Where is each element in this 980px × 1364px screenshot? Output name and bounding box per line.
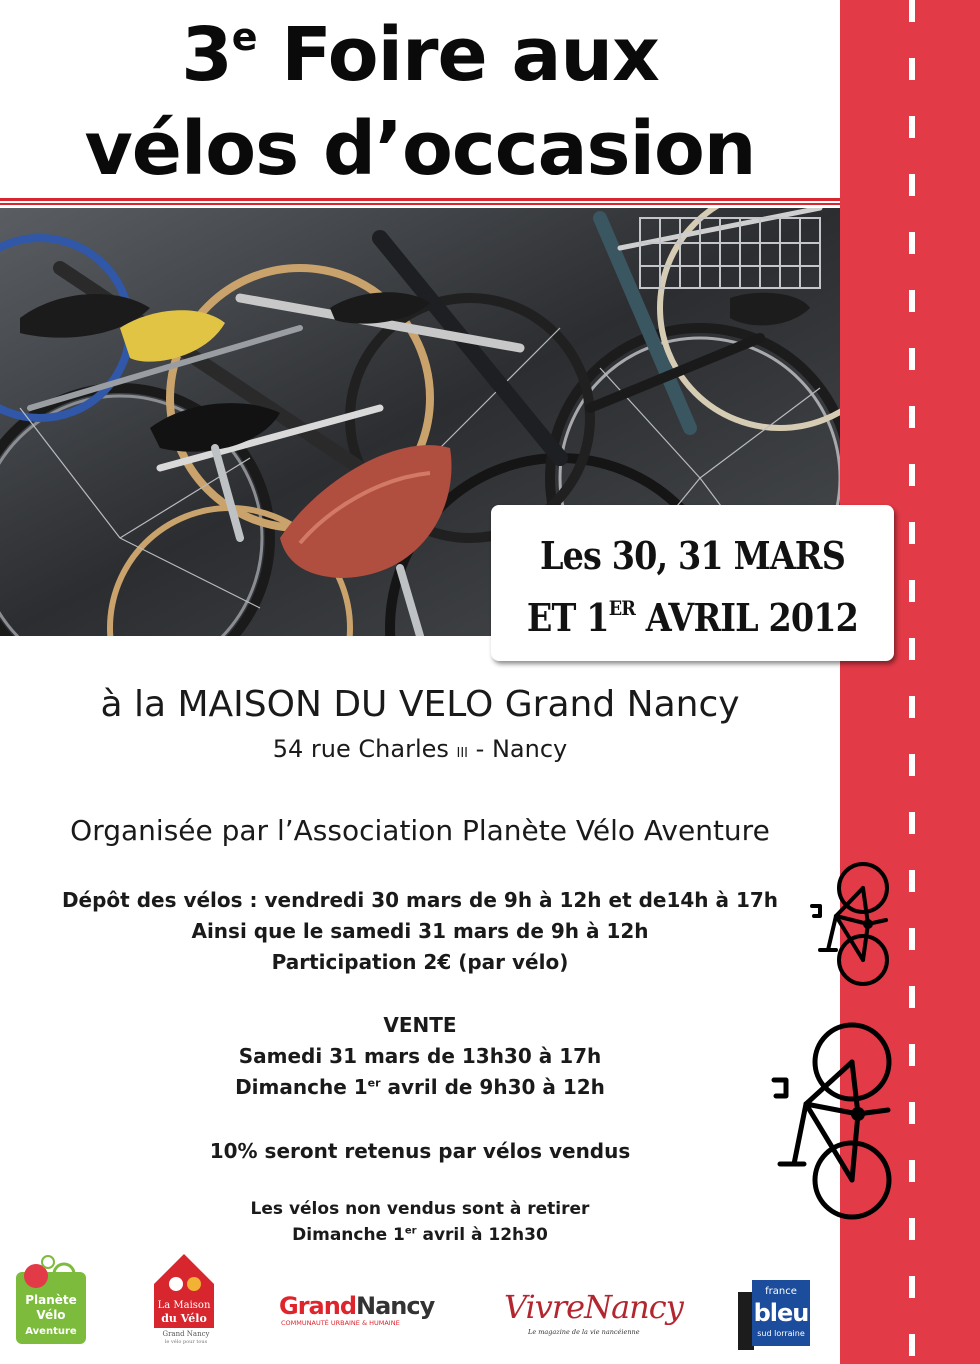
svg-text:GrandNancy <box>279 1292 436 1320</box>
nancy-word: Nancy <box>356 1292 435 1320</box>
retention-note: 10% seront retenus par vélos vendus <box>209 1139 631 1163</box>
logo-france-bleu <box>738 1278 812 1350</box>
bicycle-icon-small <box>806 858 898 992</box>
date-box <box>491 505 894 661</box>
sale-line-1: Samedi 31 mars de 13h30 à 17h <box>238 1044 602 1068</box>
venue: à la MAISON DU VELO Grand Nancy <box>100 684 740 725</box>
sale-heading: VENTE <box>383 1013 457 1037</box>
planete-word-2: Vélo <box>36 1308 66 1322</box>
logo-grand-nancy <box>277 1290 457 1330</box>
deposit-line-1: Dépôt des vélos : vendredi 30 mars de 9h à 12h et de14h à 17h <box>61 888 779 912</box>
divider-top <box>0 198 840 201</box>
maison-word-2: du Vélo <box>161 1312 207 1325</box>
title-line-1: 3e Foire aux <box>181 12 659 98</box>
vivrenancy-word: VivreNancy <box>504 1288 683 1326</box>
logo-maison-du-velo <box>150 1250 222 1344</box>
vivrenancy-tagline: Le magazine de la vie nancéienne <box>528 1328 640 1336</box>
address: 54 rue Charles III - Nancy <box>272 735 568 763</box>
title-line-2: vélos d’occasion <box>84 106 756 192</box>
planete-word-1: Planète <box>25 1293 77 1307</box>
organizer: Organisée par l’Association Planète Vélo Aventure <box>70 814 770 847</box>
unsold-line-1: Les vélos non vendus sont à retirer <box>250 1199 590 1219</box>
bleu-word: bleu <box>753 1299 809 1327</box>
deposit-line-2: Ainsi que le samedi 31 mars de 9h à 12h <box>191 919 649 943</box>
maison-sub-1: Grand Nancy <box>162 1330 210 1338</box>
planete-word-3: Aventure <box>25 1326 77 1337</box>
date-line-2: ET 1ER AVRIL 2012 <box>526 595 859 640</box>
grandnancy-tagline: COMMUNAUTÉ URBAINE & HUMAINE <box>281 1319 400 1327</box>
sud-lorraine-word: sud lorraine <box>757 1329 805 1338</box>
maison-word-1: La Maison <box>157 1300 211 1311</box>
sale-line-2: Dimanche 1er avril de 9h30 à 12h <box>235 1075 605 1099</box>
dashed-lane-line <box>909 0 915 1364</box>
unsold-line-2: Dimanche 1er avril à 12h30 <box>292 1225 548 1245</box>
maison-sub-2: le vélo pour tous <box>164 1339 208 1344</box>
grand-word: Grand <box>279 1292 356 1320</box>
divider-bottom <box>0 203 840 205</box>
logo-vivre-nancy <box>500 1282 695 1340</box>
france-word: france <box>765 1286 797 1297</box>
logo-planete-velo <box>16 1254 88 1346</box>
bicycle-icon-large <box>768 1018 898 1222</box>
deposit-line-3: Participation 2€ (par vélo) <box>271 950 569 974</box>
date-line-1: Les 30, 31 MARS <box>540 533 845 578</box>
